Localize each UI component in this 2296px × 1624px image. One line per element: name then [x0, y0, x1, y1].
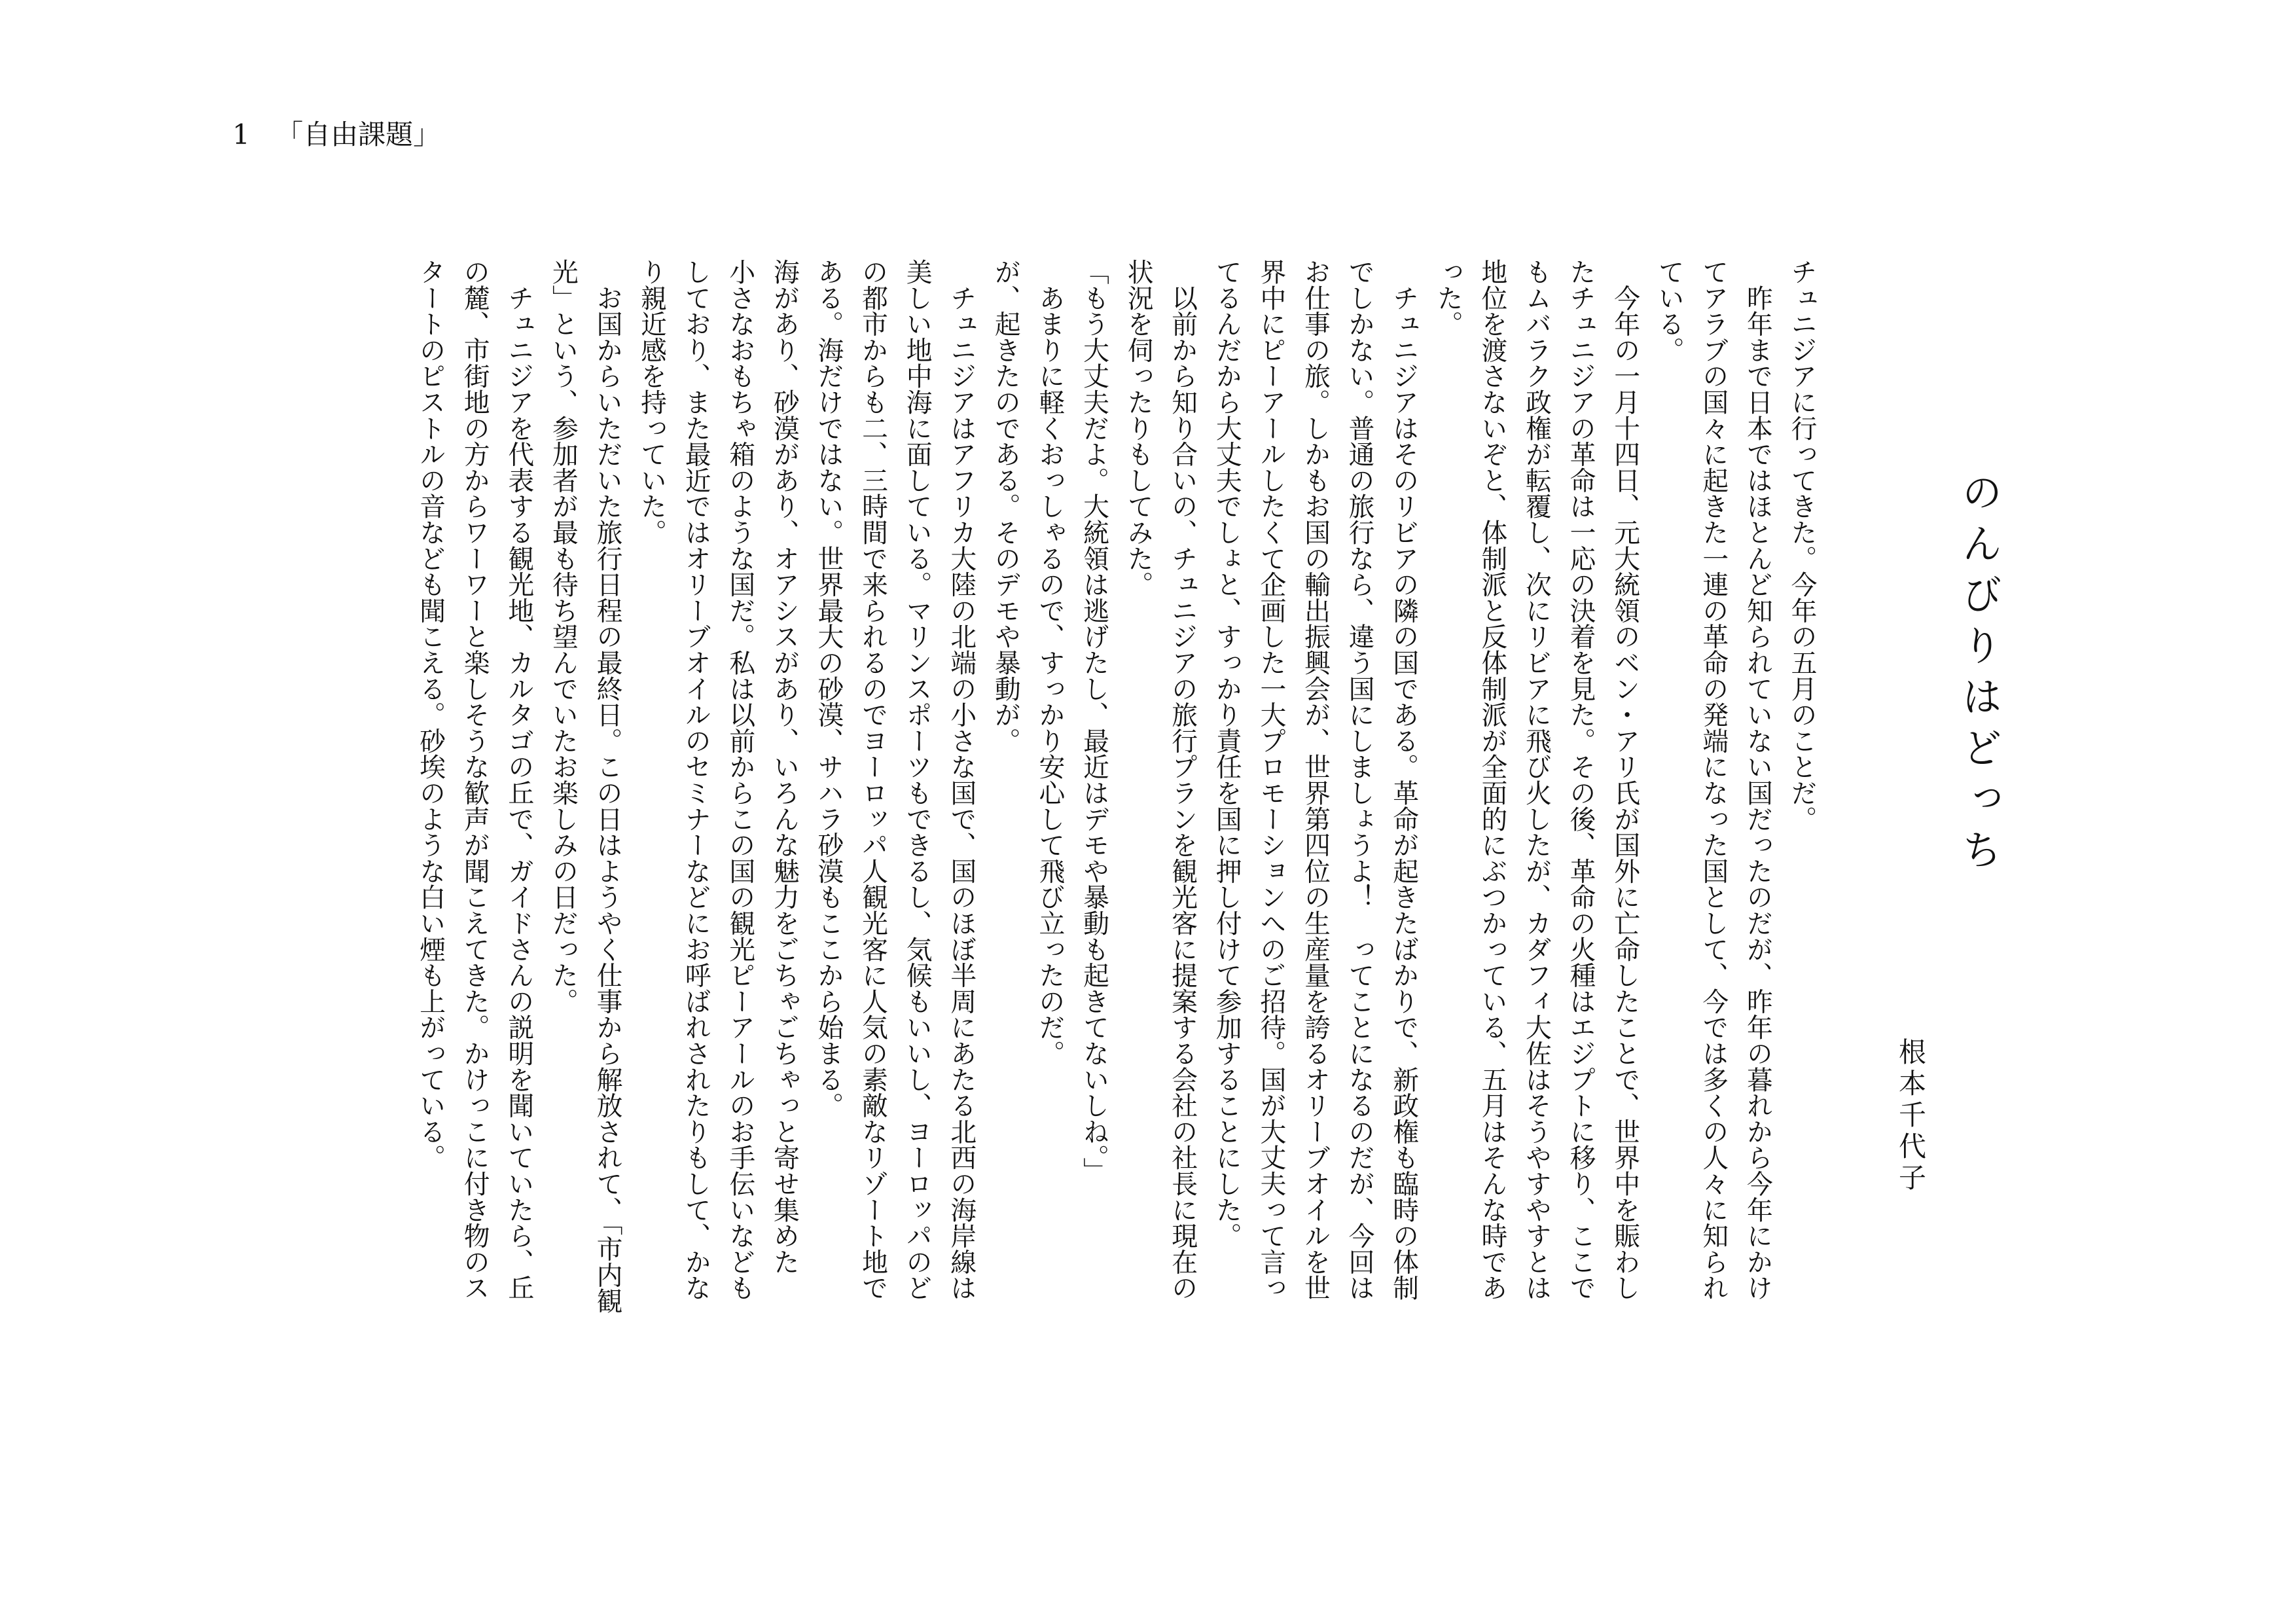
text-column: タートのピストルの音なども聞こえる。砂埃のような白い煙も上がっている。 [415, 259, 446, 1170]
text-column: チュニジアはアフリカ大陸の北端の小さな国で、国のほぼ半周にあたる北西の海岸線は [946, 259, 977, 1301]
text-column: が、起きたのである。そのデモや暴動が。 [990, 259, 1021, 754]
text-column: 状況を伺ったりもしてみた。 [1123, 259, 1154, 598]
text-column: チュニジアはそのリビアの隣の国である。革命が起きたばかりで、新政権も臨時の体制 [1388, 259, 1419, 1301]
text-column: 地位を渡さないぞと、体制派と反体制派が全面的にぶつかっている、五月はそんな時であ [1477, 259, 1507, 1301]
text-column: あまりに軽くおっしゃるので、すっかり安心して飛び立ったのだ。 [1034, 259, 1065, 1066]
text-column: 以前から知り合いの、チュニジアの旅行プランを観光客に提案する会社の社長に現在の [1167, 259, 1198, 1301]
text-column: てるんだから大丈夫でしょと、すっかり責任を国に押し付けて参加することにした。 [1211, 259, 1242, 1249]
text-column: ある。海だけではない。世界最大の砂漠、サハラ砂漠もここから始まる。 [813, 259, 844, 1119]
text-column: った。 [1433, 259, 1463, 337]
text-column: 「もう大丈夫だよ。大統領は逃げたし、最近はデモや暴動も起きてないしね。」 [1079, 259, 1109, 1183]
page-number: 1 [232, 118, 250, 151]
text-column: の麓、市街地の方からワーワーと楽しそうな歓声が聞こえてきた。かけっこに付き物のス [459, 259, 490, 1301]
text-column: チュニジアに行ってきた。今年の五月のことだ。 [1787, 259, 1817, 832]
text-column: てアラブの国々に起きた一連の革命の発端になった国として、今では多くの人々に知られ [1698, 259, 1729, 1301]
text-column: 美しい地中海に面している。マリンスポーツもできるし、気候もいいし、ヨーロッパのど [902, 259, 933, 1301]
text-column: ている。 [1654, 259, 1685, 363]
text-column: 海があり、砂漠があり、オアシスがあり、いろんな魅力をごちゃごちゃっと寄せ集めた [769, 259, 800, 1275]
text-column: 光」という、参加者が最も待ち望んでいたお楽しみの日だった。 [548, 259, 579, 1015]
text-column: でしかない。普通の旅行なら、違う国にしましょうよ！ ってことになるのだが、今回は [1344, 259, 1375, 1301]
text-column: り親近感を持っていた。 [636, 259, 667, 545]
text-column: しており、また最近ではオリーブオイルのセミナーなどにお呼ばれされたりもして、かな [681, 259, 711, 1301]
text-column: 今年の一月十四日、元大統領のベン・アリ氏が国外に亡命したことで、世界中を賑わし [1609, 259, 1640, 1301]
text-column: お仕事の旅。しかもお国の輸出振興会が、世界第四位の生産量を誇るオリーブオイルを世 [1300, 259, 1331, 1301]
text-column: たチュニジアの革命は一応の決着を見た。その後、革命の火種はエジプトに移り、ここで [1566, 259, 1596, 1301]
section-label: 「自由課題」 [276, 118, 441, 151]
text-column: 小さなおもちゃ箱のような国だ。私は以前からこの国の観光ピーアールのお手伝いなども [725, 259, 755, 1301]
page-header [232, 117, 440, 153]
author-name: 根本千代子 [1895, 1038, 1927, 1195]
text-column: 昨年まで日本ではほとんど知られていない国だったのだが、昨年の暮れから今年にかけ [1742, 259, 1773, 1301]
text-column: お国からいただいた旅行日程の最終日。この日はようやく仕事から解放されて、「市内観 [592, 259, 622, 1314]
text-column: 界中にピーアールしたくて企画した一大プロモーションへのご招待。国が大丈夫って言っ [1255, 259, 1286, 1301]
essay-body [408, 259, 1823, 1314]
text-column: チュニジアを代表する観光地、カルタゴの丘で、ガイドさんの説明を聞いていたら、丘 [503, 259, 534, 1301]
text-column: の都市からも二、三時間で来られるのでヨーロッパ人観光客に人気の素敵なリゾート地で [857, 259, 888, 1301]
essay-title: のんびりはどっち [1955, 471, 2003, 880]
text-column: もムバラク政権が転覆し、次にリビアに飛び火したが、カダフィ大佐はそうやすやすとは [1521, 259, 1552, 1301]
